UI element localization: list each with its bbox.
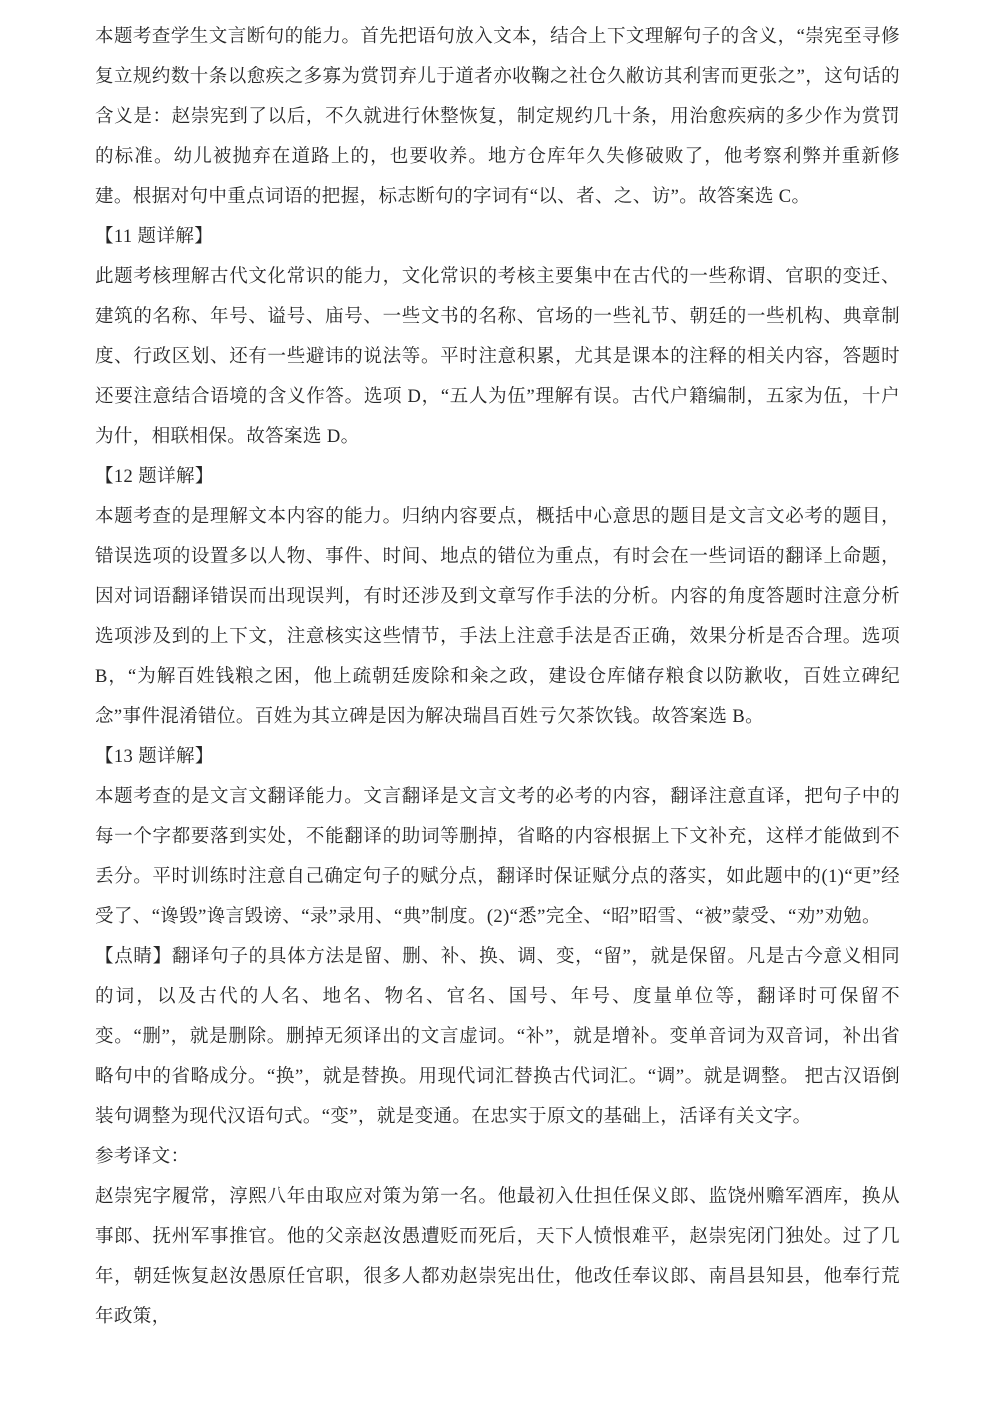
explanation-paragraph-sentence-breaking: 本题考查学生文言断句的能力。首先把语句放入文本，结合上下文理解句子的含义，“崇宪至寻修复立规约数十条以愈疾之多寡为赏罚弃儿于道者亦收鞠之社仓久敝访其利害而更张之”，这句话的含义是：赵崇宪到了以后，不久就进行休整恢复，制定规约几十条，用治愈疾病的多少作为赏罚的标准。幼儿被抛弃在道路上的，也要收养。地方仓库年久失修破败了，他考察利弊并重新修建。根据对句中重点词语的把握，标志断句的字词有“以、者、之、访”。故答案选 C。 xyxy=(95,27,900,207)
heading-question-13: 【13 题详解】 xyxy=(95,747,214,767)
reference-translation-label: 参考译文： xyxy=(95,1147,190,1167)
reference-translation-paragraph: 赵崇宪字履常，淳熙八年由取应对策为第一名。他最初入仕担任保义郎、监饶州赡军酒库，换从事郎、抚州军事推官。他的父亲赵汝愚遭贬而死后，天下人愤恨难平，赵崇宪闭门独处。过了几年，朝廷恢复赵汝愚原任官职，很多人都劝赵崇宪出仕，他改任奉议郎、南昌县知县，他奉行荒年政策， xyxy=(95,1187,900,1327)
explanation-paragraph-question-13: 本题考查的是文言文翻译能力。文言翻译是文言文考的必考的内容，翻译注意直译，把句子中的每一个字都要落到实处，不能翻译的助词等删掉，省略的内容根据上下文补充，这样才能做到不丢分。平时训练时注意自己确定句子的赋分点，翻译时保证赋分点的落实，如此题中的(1)“更”经受了、“谗毁”谗言毁谤、“录”录用、“典”制度。(2)“悉”完全、“昭”昭雪、“被”蒙受、“劝”劝勉。 xyxy=(95,787,900,927)
heading-question-12: 【12 题详解】 xyxy=(95,467,214,487)
dianjing-tip-paragraph: 【点睛】翻译句子的具体方法是留、删、补、换、调、变，“留”，就是保留。凡是古今意义相同的词，以及古代的人名、地名、物名、官名、国号、年号、度量单位等，翻译时可保留不变。“删”，就是删除。删掉无须译出的文言虚词。“补”，就是增补。变单音词为双音词，补出省略句中的省略成分。“换”，就是替换。用现代词汇替换古代词汇。“调”。就是调整。 把古汉语倒装句调整为现代汉语句式。“变”，就是变通。在忠实于原文的基础上，活译有关文字。 xyxy=(95,947,900,1127)
explanation-paragraph-question-12: 本题考查的是理解文本内容的能力。归纳内容要点，概括中心意思的题目是文言文必考的题目，错误选项的设置多以人物、事件、时间、地点的错位为重点，有时会在一些词语的翻译上命题，因对词语翻译错误而出现误判，有时还涉及到文章写作手法的分析。内容的角度答题时注意分析选项涉及到的上下文，注意核实这些情节，手法上注意手法是否正确，效果分析是否合理。选项 B，“为解百姓钱粮之困，他上疏朝廷废除和籴之政，建设仓库储存粮食以防歉收，百姓立碑纪念”事件混淆错位。百姓为其立碑是因为解决瑞昌百姓亏欠茶饮钱。故答案选 B。 xyxy=(95,507,900,727)
explanation-paragraph-question-11: 此题考核理解古代文化常识的能力，文化常识的考核主要集中在古代的一些称谓、官职的变迁、建筑的名称、年号、谥号、庙号、一些文书的名称、官场的一些礼节、朝廷的一些机构、典章制度、行政区划、还有一些避讳的说法等。平时注意积累，尤其是课本的注释的相关内容，答题时还要注意结合语境的含义作答。选项 D，“五人为伍”理解有误。古代户籍编制，五家为伍，十户为什，相联相保。故答案选 D。 xyxy=(95,267,900,447)
heading-question-11: 【11 题详解】 xyxy=(95,227,214,247)
